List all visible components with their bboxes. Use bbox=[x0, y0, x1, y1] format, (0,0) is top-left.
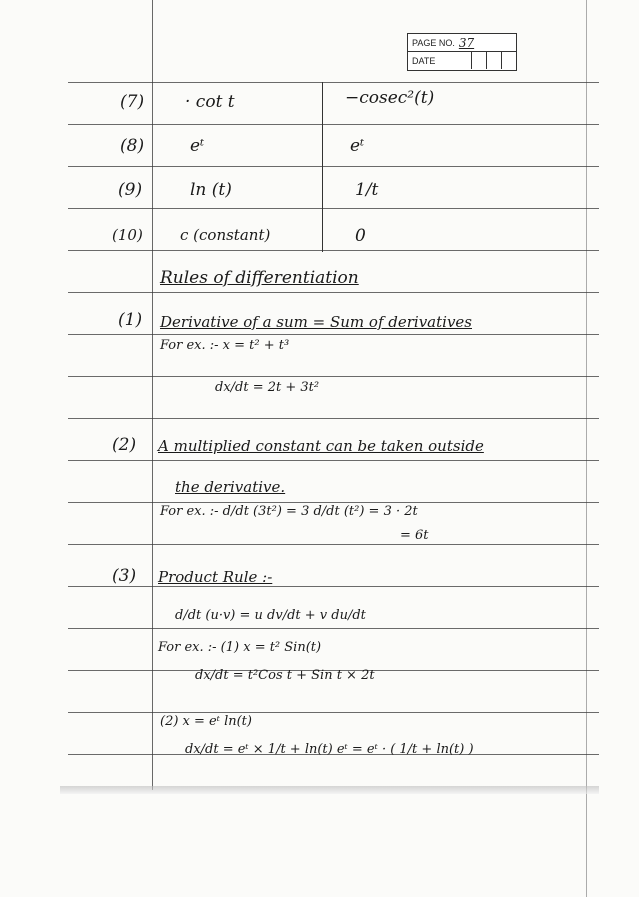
table-function: c (constant) bbox=[180, 226, 271, 244]
table-derivative: −cosec²(t) bbox=[345, 88, 435, 108]
ruled-line bbox=[68, 418, 599, 419]
example-line: For ex. :- x = t² + t³ bbox=[160, 338, 290, 353]
ruled-line bbox=[68, 250, 599, 251]
date-cells bbox=[471, 52, 516, 69]
page-no-row bbox=[408, 34, 516, 52]
ruled-line bbox=[68, 712, 599, 713]
rule-number: (1) bbox=[118, 310, 143, 330]
rule-number: (3) bbox=[112, 566, 137, 586]
example-line: dx/dt = eᵗ × 1/t + ln(t) eᵗ = eᵗ · ( 1/t + ln(t) ) bbox=[185, 742, 474, 757]
ruled-line bbox=[68, 502, 599, 503]
page-no-value: 37 bbox=[458, 35, 475, 50]
example-line: = 6t bbox=[400, 528, 429, 543]
ruled-line bbox=[68, 292, 599, 293]
rule-title: Derivative of a sum = Sum of derivatives bbox=[160, 313, 472, 331]
table-column-divider bbox=[322, 82, 323, 252]
example-line: For ex. :- d/dt (3t²) = 3 d/dt (t²) = 3 · 2t bbox=[160, 504, 418, 519]
ruled-line bbox=[68, 124, 599, 125]
table-function: ln (t) bbox=[190, 180, 232, 200]
table-row-number: (8) bbox=[120, 136, 145, 156]
page-no-label: PAGE NO. bbox=[412, 37, 455, 48]
ruled-line bbox=[68, 82, 599, 83]
rule-title-cont: the derivative. bbox=[175, 478, 286, 496]
margin-line bbox=[152, 0, 153, 790]
example-line: dx/dt = t²Cos t + Sin t × 2t bbox=[195, 668, 375, 683]
ruled-line bbox=[68, 376, 599, 377]
page-number-box bbox=[407, 33, 517, 71]
rule-number: (2) bbox=[112, 435, 137, 455]
ruled-line bbox=[68, 628, 599, 629]
section-heading: Rules of differentiation bbox=[160, 268, 359, 288]
page-bottom-edge bbox=[60, 786, 599, 794]
example-line: For ex. :- (1) x = t² Sin(t) bbox=[158, 640, 322, 655]
table-function: eᵗ bbox=[190, 136, 205, 156]
ruled-line bbox=[68, 208, 599, 209]
table-derivative: 1/t bbox=[355, 180, 379, 200]
ruled-line bbox=[68, 544, 599, 545]
example-line: (2) x = eᵗ ln(t) bbox=[160, 714, 252, 729]
ruled-line bbox=[68, 166, 599, 167]
date-label: DATE bbox=[412, 55, 436, 66]
table-row-number: (9) bbox=[118, 180, 143, 200]
example-line: dx/dt = 2t + 3t² bbox=[215, 380, 320, 395]
ruled-line bbox=[68, 460, 599, 461]
formula-line: d/dt (u·v) = u dv/dt + v du/dt bbox=[175, 608, 366, 623]
table-row-number: (7) bbox=[120, 92, 145, 112]
rule-title: A multiplied constant can be taken outside bbox=[158, 437, 484, 455]
date-row bbox=[408, 52, 516, 69]
ruled-line bbox=[68, 334, 599, 335]
page-edge bbox=[586, 0, 587, 897]
ruled-line bbox=[68, 586, 599, 587]
table-function: · cot t bbox=[185, 92, 235, 112]
rule-title: Product Rule :- bbox=[158, 568, 273, 586]
table-derivative: 0 bbox=[355, 226, 366, 246]
table-derivative: eᵗ bbox=[350, 136, 365, 156]
table-row-number: (10) bbox=[112, 226, 143, 244]
